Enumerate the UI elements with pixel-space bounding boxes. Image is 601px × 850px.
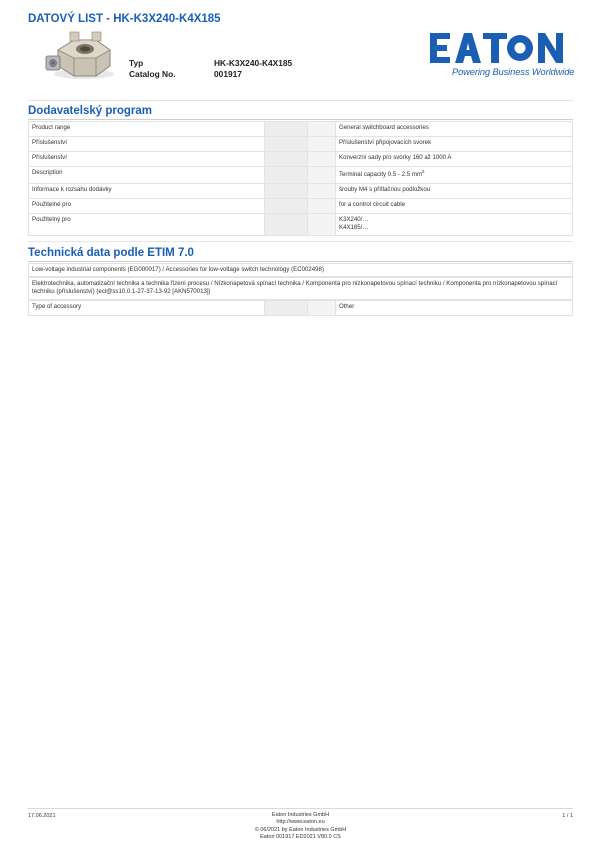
row-value: šrouby M4 s přítlačnou podložkou xyxy=(336,184,573,199)
product-image xyxy=(44,30,118,82)
row-label: Product range xyxy=(29,122,265,137)
etim-eclass-line: Elektrotechnika, automatizační technika a technika řízení procesu / Nízkonapetová spínací technika / Komponenta pro nízkonapetovou spínací techniku / Komponenta pro nízkonapetovou spínací techniku (příslušenství) (ecl@ss10.0.1-27-37-13-92 [AKN570013]) xyxy=(28,277,573,300)
spacer-cell xyxy=(308,301,336,316)
footer-page-number: 1 / 1 xyxy=(562,813,573,819)
row-value: Příslušenství připojovacích svorek xyxy=(336,137,573,152)
spacer-cell xyxy=(265,214,308,236)
spacer-cell xyxy=(265,137,308,152)
etim-section-title: Technická data podle ETIM 7.0 xyxy=(28,247,194,259)
table-row xyxy=(29,152,573,167)
row-value: for a control circuit cable xyxy=(336,199,573,214)
description-value: Terminal capacity 0.5 - 2.5 mm xyxy=(339,171,422,178)
brand-tagline: Powering Business Worldwide xyxy=(452,67,575,77)
spacer-cell xyxy=(265,301,308,316)
table-row xyxy=(29,214,573,236)
row-value xyxy=(336,167,573,184)
footer-date: 17.06.2021 xyxy=(28,813,56,819)
table-row xyxy=(29,167,573,184)
page-title: DATOVÝ LIST - HK-K3X240-K4X185 xyxy=(28,13,221,25)
table-row xyxy=(29,184,573,199)
section-divider xyxy=(28,100,573,101)
etim-table xyxy=(28,300,573,316)
spacer-cell xyxy=(308,167,336,184)
supplier-table xyxy=(28,121,573,236)
spacer-cell xyxy=(308,137,336,152)
row-label: Type of accessory xyxy=(29,301,265,316)
table-row xyxy=(29,122,573,137)
catalog-label: Catalog No. xyxy=(129,69,176,79)
footer-doc-id: Eaton 001917 ED2021 V80.0 CS xyxy=(260,833,341,840)
spacer-cell xyxy=(308,184,336,199)
row-label: Použitelné pro xyxy=(29,199,265,214)
spacer-cell xyxy=(308,214,336,236)
row-value xyxy=(336,214,573,236)
spacer-cell xyxy=(265,184,308,199)
row-label: Příslušenství xyxy=(29,152,265,167)
footer-info xyxy=(200,812,401,841)
table-row xyxy=(29,199,573,214)
row-value-line: K4X185/… xyxy=(339,224,369,231)
row-value: Other xyxy=(336,301,573,316)
superscript: 2 xyxy=(421,168,425,174)
etim-classification-line: Low-voltage industrial components (EG000017) / Accessories for low-voltage switch technology (EC002498) xyxy=(28,263,573,277)
row-label: Příslušenství xyxy=(29,137,265,152)
spacer-cell xyxy=(308,122,336,137)
section-underline xyxy=(28,119,573,120)
row-value-line: K3X240/… xyxy=(339,216,369,223)
spacer-cell xyxy=(308,152,336,167)
spacer-cell xyxy=(265,167,308,184)
row-value: General switchboard accessories xyxy=(336,122,573,137)
spacer-cell xyxy=(308,199,336,214)
row-label: Description xyxy=(29,167,265,184)
section-divider xyxy=(28,241,573,242)
spacer-cell xyxy=(265,122,308,137)
table-row xyxy=(29,137,573,152)
footer-url[interactable]: http://www.eaton.eu xyxy=(276,819,325,826)
row-label: Informace k rozsahu dodávky xyxy=(29,184,265,199)
section-underline xyxy=(28,261,573,262)
spacer-cell xyxy=(265,199,308,214)
type-value: HK-K3X240-K4X185 xyxy=(214,58,293,68)
table-row xyxy=(29,301,573,316)
footer-copyright: © 06/2021 by Eaton Industries GmbH xyxy=(254,826,347,833)
row-label: Použitelný pro xyxy=(29,214,265,236)
footer-divider xyxy=(28,808,573,809)
row-value: Konverzní sady pro svorky 160 až 1000 A xyxy=(336,152,573,167)
footer-company: Eaton Industries GmbH xyxy=(271,812,330,818)
type-label: Typ xyxy=(129,58,144,68)
spacer-cell xyxy=(265,152,308,167)
supplier-section-title: Dodavatelský program xyxy=(28,105,152,117)
catalog-value: 001917 xyxy=(214,69,242,79)
